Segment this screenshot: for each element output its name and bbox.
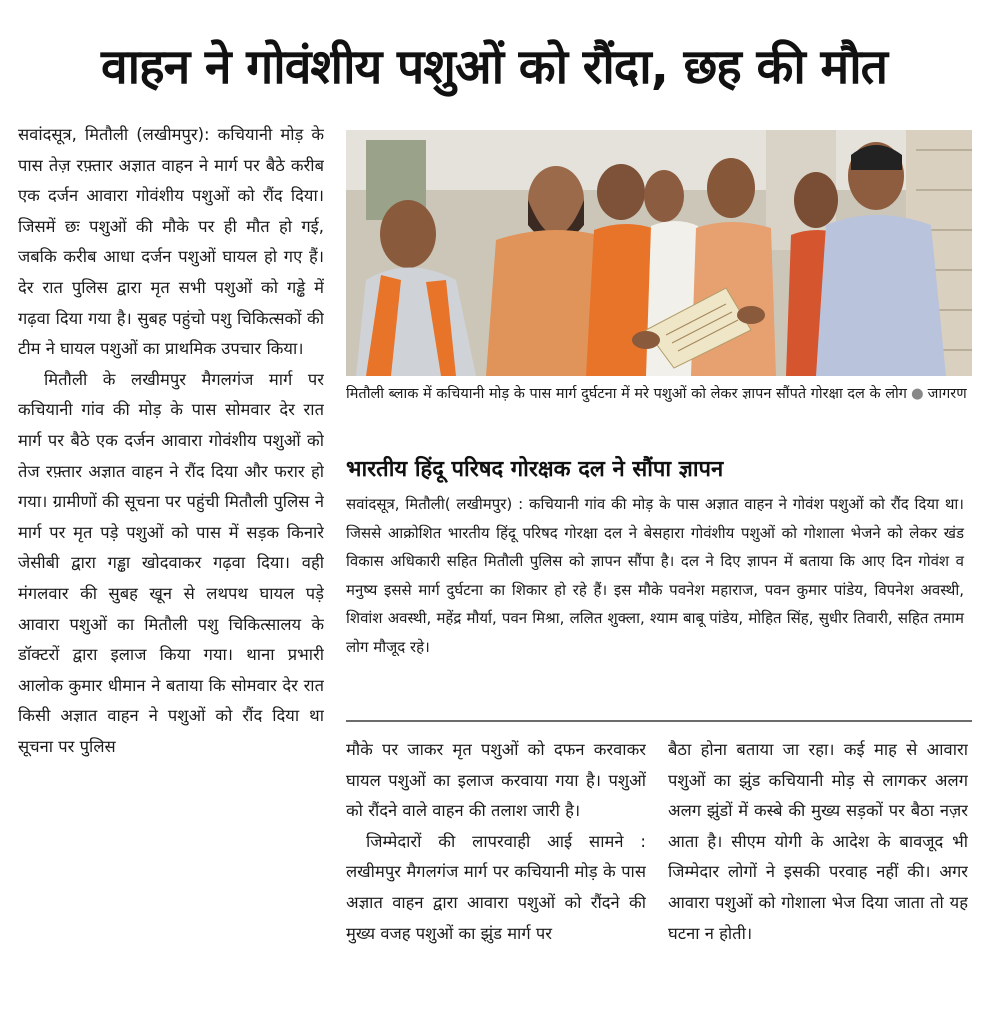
sub-story-headline: भारतीय हिंदू परिषद गोरक्षक दल ने सौंपा ज्ञापन: [346, 457, 724, 482]
column1-paragraph-1: सवांदसूत्र, मितौली (लखीमपुर): कचियानी मोड़ के पास तेज़ रफ़्तार अज्ञात वाहन ने मार्ग पर बैठे करीब एक दर्जन आवारा गोवंशीय पशुओं को रौंद दिया। जिसमें छः पशुओं की मौके पर ही मौत हो गई, जबकि करीब आधा दर्जन पशुओं घायल हो गए हैं। देर रात पुलिस द्वारा मृत सभी पशुओं को गड्ढे में गढ़वा दिया गया है। सुबह पहुंचो पशु चिकित्सकों की टीम ने घायल पशुओं का प्राथमिक उपचार किया।: [18, 125, 324, 359]
article-column-3: [668, 735, 968, 1020]
article-column-2: [346, 735, 646, 1020]
column2-paragraph-1: मौके पर जाकर मृत पशुओं को दफन करवाकर घायल पशुओं का इलाज करवाया गया है। पशुओं को रौंदने वाले वाहन की तलाश जारी है।: [346, 740, 646, 821]
sub-story-body: सवांदसूत्र, मितौली( लखीमपुर) : कचियानी गांव की मोड़ के पास अज्ञात वाहन ने गोवंश पशुओं को रौंद दिया था। जिससे आक्रोशित भारतीय हिंदू परिषद गोरक्षा दल ने बेसहारा गोवंशीय पशुओं को गोशाला भेजने को लेकर खंड विकास अधिकारी सहित मितौली पुलिस को ज्ञापन सौंपा है। दल ने दिए ज्ञापन में बताया कि आए दिन गोवंश व मनुष्य इससे मार्ग दुर्घटना का शिकार हो रहे हैं। इस मौके पवनेश महाराज, पवन कुमार पांडेय, विपनेश अवस्थी, शिवांश अवस्थी, महेंद्र मौर्या, पवन मिश्रा, ललित शुक्ला, श्याम बाबू पांडेय, मोहित सिंह, सुधीर तिवारी, सहित तमाम लोग मौजूद रहे।: [346, 495, 964, 656]
bullet-dot-icon: ●: [910, 386, 924, 402]
column1-paragraph-2: मितौली के लखीमपुर मैगलगंज मार्ग पर कचियानी गांव की मोड़ के पास सोमवार देर रात मार्ग पर बैठे एक दर्जन आवारा गोवंशीय पशुओं को तेज रफ़्तार अज्ञात वाहन ने रौंद दिया और फरार हो गया। ग्रामीणों की सूचना पर पहुंची मितौली पुलिस ने मार्ग पर मृत पड़े पशुओं को पास में सड़क किनारे जेसीबी द्वारा गड्ढा खोदवाकर गढ़वा दिया। वही मंगलवार की सुबह खून से लथपथ घायल पड़े आवारा पशुओं का मितौली पशु चिकित्सालय के डॉक्टरों द्वारा इलाज किया गया। थाना प्रभारी आलोक कुमार धीमान ने बताया कि सोमवार देर रात किसी अज्ञात वाहन ने पशुओं को रौंद दिया था सूचना पर पुलिस: [18, 369, 324, 756]
photo-caption: [346, 381, 972, 408]
headline: वाहन ने गोवंशीय पशुओं को रौंदा, छह की मौत: [100, 39, 888, 95]
photo-caption-text: मितौली ब्लाक में कचियानी मोड़ के पास मार्ग दुर्घटना में मरे पशुओं को लेकर ज्ञापन सौंपते गोरक्षा दल के लोग: [346, 386, 907, 402]
column3-paragraph-1: बैठा होना बताया जा रहा। कई माह से आवारा पशुओं का झुंड कचियानी मोड़ से लागकर अलग अलग झुंडों में कस्बे की मुख्य सड़कों पर बैठा नज़र आता है। सीएम योगी के आदेश के बावजूद भी जिम्मेदार लोगों ने इसकी परवाह नहीं की। अगर आवारा पशुओं को गोशाला भेज दिया जाता तो यह घटना न होती।: [668, 740, 968, 943]
column2-paragraph-2: जिम्मेदारों की लापरवाही आई सामने : लखीमपुर मैगलगंज मार्ग पर कचियानी मोड़ के पास अज्ञात वाहन द्वारा आवारा पशुओं को रौंदने की मुख्य वजह पशुओं का झुंड मार्ग पर: [346, 831, 646, 943]
photo-credit: जागरण: [927, 386, 967, 402]
news-photo-illustration: [346, 130, 972, 376]
news-photo: [346, 130, 972, 376]
section-divider: [346, 720, 972, 722]
article-column-1: [18, 120, 324, 1020]
